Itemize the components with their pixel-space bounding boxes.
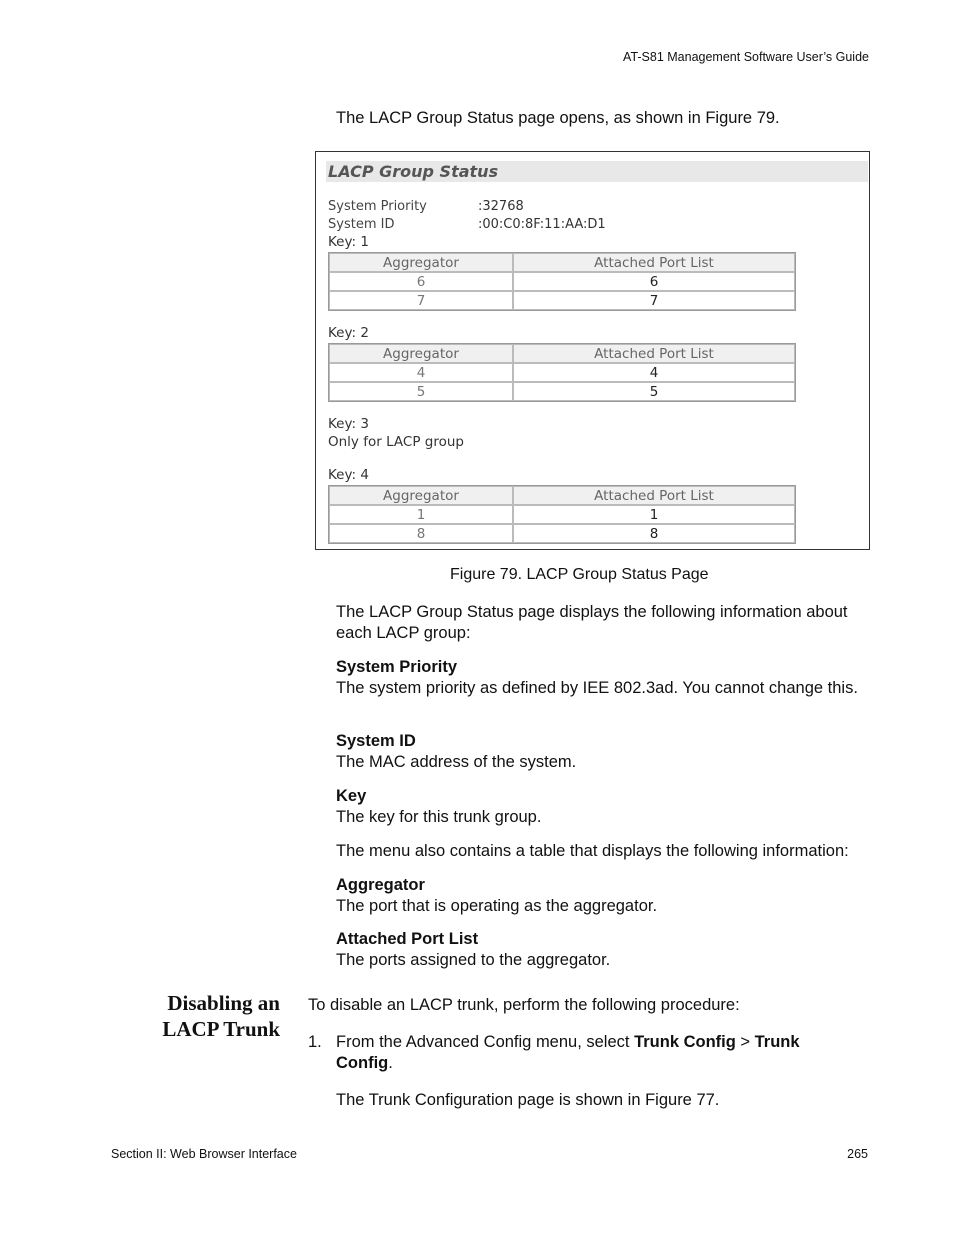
term-title: Attached Port List: [336, 930, 479, 948]
section-intro: To disable an LACP trunk, perform the following procedure:: [308, 996, 740, 1014]
step-number: 1.: [308, 1033, 322, 1051]
system-priority-row: [328, 199, 524, 214]
aggregator-header: Aggregator: [329, 253, 513, 272]
figure-title: LACP Group Status: [326, 161, 868, 182]
lacp-group-status-figure: [315, 151, 870, 550]
aggregator-cell: 4: [329, 363, 513, 382]
aggregator-cell: 7: [329, 291, 513, 310]
aggregator-cell: 8: [329, 524, 513, 543]
aggregator-cell: 6: [329, 272, 513, 291]
aggregator-header: Aggregator: [329, 344, 513, 363]
term-definition: The key for this trunk group.: [336, 807, 542, 826]
key-4-label: Key: 4: [328, 467, 369, 483]
page-number: 265: [847, 1147, 868, 1161]
term-definition: The ports assigned to the aggregator.: [336, 950, 611, 969]
term-system-priority: [336, 657, 876, 698]
step-text: From the Advanced Config menu, select: [336, 1033, 635, 1051]
key-1-table: [328, 252, 796, 311]
aggregator-cell: 5: [329, 382, 513, 401]
step-menu-item: Trunk Config: [336, 1033, 800, 1072]
figure-caption: Figure 79. LACP Group Status Page: [450, 566, 709, 583]
table-row: [329, 272, 795, 291]
aggregator-cell: 1: [329, 505, 513, 524]
ports-cell: 8: [513, 524, 795, 543]
system-priority-label: System Priority: [328, 199, 427, 214]
ports-cell: 1: [513, 505, 795, 524]
term-definition: The MAC address of the system.: [336, 752, 577, 771]
menu-paragraph: The menu also contains a table that displays the following information:: [336, 842, 849, 860]
system-id-row: [328, 217, 606, 232]
ports-cell: 4: [513, 363, 795, 382]
intro-paragraph: The LACP Group Status page opens, as shown in Figure 79.: [336, 109, 780, 127]
step-end: .: [388, 1053, 393, 1072]
system-id-label: System ID: [328, 217, 395, 232]
table-row: [329, 505, 795, 524]
table-header-row: [329, 253, 795, 272]
system-id-value: :00:C0:8F:11:AA:D1: [478, 217, 606, 232]
term-key: [336, 786, 876, 827]
table-row: [329, 291, 795, 310]
section-heading-line2: LACP Trunk: [162, 1017, 280, 1041]
aggregator-header: Aggregator: [329, 486, 513, 505]
footer-section: Section II: Web Browser Interface: [111, 1147, 297, 1161]
section-heading-line1: Disabling an: [167, 991, 280, 1015]
key-3-note: Only for LACP group: [328, 434, 464, 450]
step-menu-item: Trunk Config: [634, 1033, 736, 1051]
table-row: [329, 363, 795, 382]
term-attached-port-list: [336, 929, 876, 970]
key-3-label: Key: 3: [328, 416, 369, 432]
description-paragraph: The LACP Group Status page displays the following information about each LACP group:: [336, 603, 848, 642]
term-aggregator: [336, 875, 876, 916]
term-title: System ID: [336, 732, 416, 750]
key-1-label: Key: 1: [328, 234, 369, 250]
key-4-table: [328, 485, 796, 544]
system-priority-value: :32768: [478, 199, 524, 214]
key-2-label: Key: 2: [328, 325, 369, 341]
term-title: System Priority: [336, 658, 458, 676]
term-title: Aggregator: [336, 876, 425, 894]
ports-header: Attached Port List: [513, 344, 795, 363]
term-system-id: [336, 731, 876, 772]
ports-header: Attached Port List: [513, 253, 795, 272]
table-header-row: [329, 486, 795, 505]
key-2-table: [328, 343, 796, 402]
step-separator: >: [735, 1033, 755, 1051]
section-heading: [162, 990, 280, 1042]
term-definition: The port that is operating as the aggregator.: [336, 896, 658, 915]
running-header: AT-S81 Management Software User’s Guide: [623, 50, 869, 64]
step-1: [336, 1032, 856, 1073]
ports-cell: 5: [513, 382, 795, 401]
ports-cell: 7: [513, 291, 795, 310]
term-title: Key: [336, 787, 367, 805]
term-definition: The system priority as defined by IEE 802.3ad. You cannot change this.: [336, 678, 858, 697]
table-row: [329, 524, 795, 543]
ports-cell: 6: [513, 272, 795, 291]
table-row: [329, 382, 795, 401]
ports-header: Attached Port List: [513, 486, 795, 505]
step-result: The Trunk Configuration page is shown in Figure 77.: [336, 1091, 720, 1109]
table-header-row: [329, 344, 795, 363]
